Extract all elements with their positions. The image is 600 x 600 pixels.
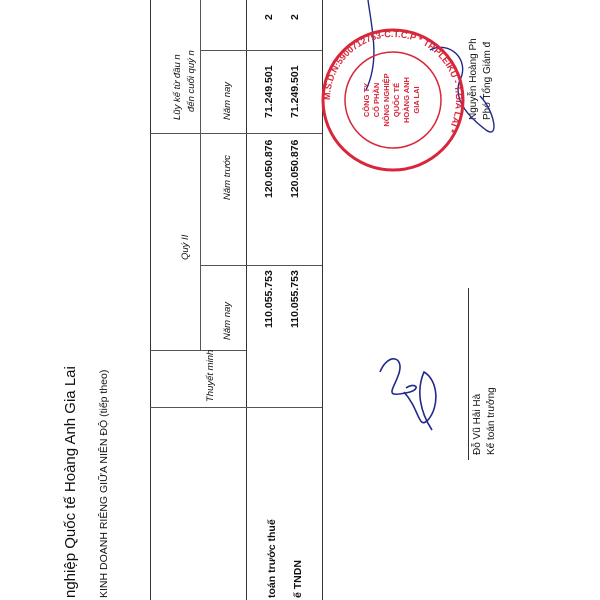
header-cumulative-line1: Lũy kế từ đầu n	[172, 54, 183, 120]
table-cell: 71.249.501	[289, 65, 301, 118]
table-cell: 120.050.876	[263, 139, 275, 198]
stamp-center-line: NÔNG NGHIỆP	[382, 73, 391, 127]
company-name: nghiệp Quốc tế Hoàng Anh Gia Lai	[62, 366, 79, 598]
row-label: ế TNDN	[292, 560, 304, 598]
stamp-center-line: QUỐC TẾ	[392, 82, 401, 118]
header-note-line: Thuyết minh	[205, 349, 216, 402]
table-cell: 120.050.876	[289, 139, 301, 198]
approver-title: Phó Tổng Giám đ	[482, 41, 493, 120]
stamp-center-line: HOÀNG ANH	[402, 77, 411, 123]
stamp-center-line: CỔ PHẦN	[372, 82, 381, 118]
table-cell: 2	[289, 14, 301, 20]
header-quarter-prior: Năm trước	[222, 154, 233, 200]
preparer-name: Đỗ Vũ Hải Hà	[472, 393, 483, 455]
stamp-center-line: CÔNG TY	[362, 82, 371, 118]
table-cell: 71.249.501	[263, 65, 275, 118]
table-cell: 2	[263, 14, 275, 20]
table-cell: 110.055.753	[289, 270, 301, 328]
statement-subtitle: KINH DOANH RIÊNG GIỮA NIÊN ĐỘ (tiếp theo)	[98, 369, 110, 598]
header-cumulative-line2: đến cuối quý n	[186, 50, 197, 112]
table-cell: 110.055.753	[263, 270, 275, 328]
approver-name: Nguyễn Hoàng Ph	[468, 38, 479, 120]
stamp-center-line: GIA LAI	[412, 86, 421, 114]
preparer-title: Kế toán trưởng	[486, 387, 497, 455]
header-quarter: Quý II	[180, 234, 191, 260]
header-cumulative-current: Năm nay	[222, 81, 233, 120]
stamp-ring-text: M.S.D.N:5900712753-C.T.C.P * TP.PLEIKU - T.GIA LAI *	[321, 28, 465, 135]
header-quarter-current: Năm nay	[222, 301, 233, 340]
row-label: toán trước thuế	[266, 519, 278, 598]
